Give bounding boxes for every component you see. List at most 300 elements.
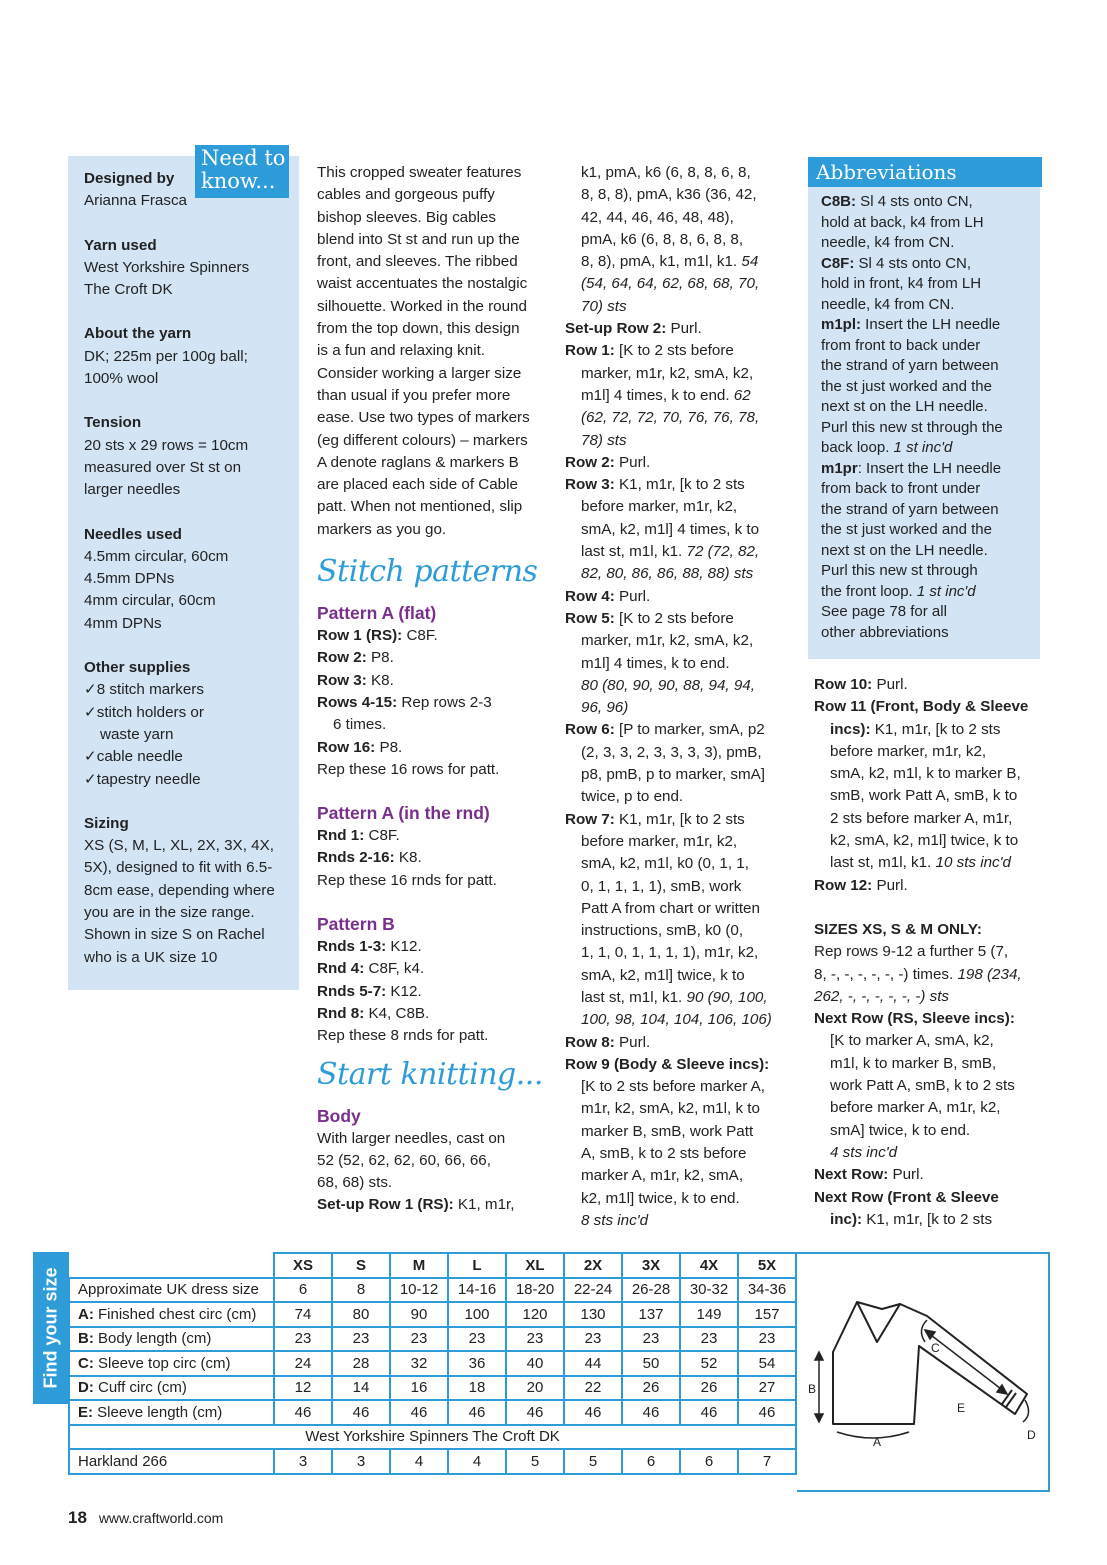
table-cell: 6 [622, 1449, 680, 1474]
section-line: larger needles [84, 481, 181, 499]
abbr-term: m1pl: [821, 316, 862, 333]
row-text: m1l] 4 times, k to end. [581, 654, 730, 672]
repeat-text: Rep these 16 rnds for patt. [317, 871, 497, 889]
abbr-def: Purl this new st through the [821, 418, 1003, 436]
row-text: smA, k2, m1l] 4 times, k to [581, 520, 760, 538]
table-cell: 52 [680, 1351, 738, 1376]
row-label: Next Row (Front & Sleeve [814, 1188, 999, 1206]
table-cell: 23 [564, 1327, 622, 1352]
table-cell: 18-20 [506, 1278, 564, 1303]
row-label: Row 9 (Body & Sleeve incs): [565, 1055, 770, 1073]
row-text: marker B, smB, work Patt [581, 1122, 754, 1140]
abbr-def: next st on the LH needle. [821, 398, 988, 415]
table-cell: 34-36 [738, 1278, 796, 1303]
row-text: before marker, m1r, k2, [581, 498, 738, 516]
row-label: Next Row (RS, Sleeve incs): [814, 1010, 1015, 1028]
row-label: Row 4: [565, 587, 615, 605]
table-cell: 46 [738, 1400, 796, 1425]
row-text: K12. [386, 938, 422, 956]
stitch-count: (54, 64, 64, 62, 68, 68, 70, [581, 275, 760, 293]
row-text: Purl. [614, 1033, 651, 1051]
row-label: Row 3: [565, 476, 615, 494]
table-cell: 80 [332, 1302, 390, 1327]
section-heading: Designed by [84, 170, 175, 187]
row-text: marker, m1r, k2, smA, k2, [581, 364, 754, 382]
table-cell: 27 [738, 1376, 796, 1401]
row-label: Row 8: [565, 1033, 615, 1051]
row-text: [K to marker A, smA, k2, [830, 1032, 994, 1050]
row-text: K4, C8B. [364, 1004, 430, 1022]
table-cell: 46 [564, 1400, 622, 1425]
label-a: A [873, 1435, 882, 1449]
supply-item-cont: waste yarn [100, 725, 174, 743]
size-header: XS [274, 1253, 332, 1278]
table-cell: 46 [506, 1400, 564, 1425]
row-label: Row 5: [565, 609, 615, 627]
row-text: twice, p to end. [581, 788, 684, 806]
row-text: marker A, m1r, k2, smA, [581, 1167, 744, 1185]
row-text: Patt A from chart or written [581, 899, 760, 917]
table-cell: 46 [680, 1400, 738, 1425]
supply-item: ✓ tapestry needle [84, 769, 294, 791]
row-text: C8F, k4. [364, 960, 425, 978]
sizes-heading: SIZES XS, S & M ONLY: [814, 920, 982, 938]
table-cell: 23 [506, 1327, 564, 1352]
section-heading: Yarn used [84, 236, 157, 254]
row-label: E: Sleeve length (cm) [69, 1400, 274, 1425]
row-label: A: Finished chest circ (cm) [69, 1302, 274, 1327]
abbr-term: C8F: [821, 254, 855, 272]
stitch-count: 262, -, -, -, -, -, -) sts [814, 987, 950, 1005]
row-text: [P to marker, smA, p2 [614, 721, 765, 739]
section-heading: About the yarn [84, 325, 192, 343]
row-label: Row 2: [317, 649, 367, 667]
table-cell: 149 [680, 1302, 738, 1327]
table-cell: 90 [390, 1302, 448, 1327]
abbr-def: needle, k4 from CN. [821, 234, 955, 251]
stitch-count: 62 [729, 386, 751, 404]
about-yarn-section [84, 323, 294, 390]
abbr-def: the st just worked and the [821, 521, 992, 538]
section-line: 100% wool [84, 370, 159, 388]
row-text: smA, k2, m1l, k0 (0, 1, 1, [581, 855, 749, 873]
intro-line: than usual if you prefer more [317, 386, 511, 404]
row-text: k1, pmA, k6 (6, 8, 8, 6, 8, [581, 164, 751, 181]
table-cell: 23 [680, 1327, 738, 1352]
row-text: 8, 8, 8), pmA, k36 (36, 42, [581, 186, 757, 204]
section-line: West Yorkshire Spinners [84, 258, 250, 276]
body-line: 68, 68) sts. [317, 1174, 393, 1192]
row-label: Rnd 8: [317, 1004, 365, 1022]
row-text: A, smB, k to 2 sts before [581, 1145, 747, 1163]
row-text: last st, m1l, k1. [830, 854, 932, 872]
table-cell: 46 [274, 1400, 332, 1425]
table-cell: 24 [274, 1351, 332, 1376]
size-header: 2X [564, 1253, 622, 1278]
row-label: Row 11 (Front, Body & Sleeve [814, 698, 1029, 716]
row-label: Rnds 1-3: [317, 938, 387, 956]
row-label: Row 7: [565, 810, 615, 828]
b-arrow-head-top [815, 1352, 823, 1360]
section-line: 4mm circular, 60cm [84, 592, 216, 610]
abbreviations-title: Abbreviations [808, 157, 1042, 187]
table-cell: 5 [564, 1449, 622, 1474]
table-cell: 10-12 [390, 1278, 448, 1303]
footer-url[interactable]: www.craftworld.com [98, 1510, 224, 1526]
section-line: XS (S, M, L, XL, 2X, 3X, 4X, [84, 837, 274, 855]
table-cell: 54 [738, 1351, 796, 1376]
section-heading: Other supplies [84, 659, 191, 677]
section-line: DK; 225m per 100g ball; [84, 347, 248, 365]
row-label: Set-up Row 2: [565, 320, 667, 338]
row-text: K1, m1r, [k to 2 sts [614, 476, 745, 494]
yarn-used-section [84, 235, 294, 302]
size-header: M [390, 1253, 448, 1278]
stitch-patterns-heading: Stitch patterns [317, 554, 538, 590]
row-text: m1r, k2, smA, k2, m1l, k to [581, 1100, 760, 1118]
row-label: D: Cuff circ (cm) [69, 1376, 274, 1401]
stitch-count: 198 (234, [953, 965, 1022, 983]
supply-item: ✓ stitch holders or [84, 702, 294, 724]
column-continued-rows [814, 674, 1046, 1231]
table-cell: 12 [274, 1376, 332, 1401]
row-text: Purl. [666, 320, 702, 338]
size-header: L [448, 1253, 506, 1278]
table-cell: 44 [564, 1351, 622, 1376]
abbr-def: next st on the LH needle. [821, 541, 988, 559]
tension-section [84, 412, 294, 501]
size-header: XL [506, 1253, 564, 1278]
table-cell: 36 [448, 1351, 506, 1376]
row-text: K1, m1r, [453, 1196, 515, 1214]
section-line: you are in the size range. [84, 904, 255, 922]
table-cell: 7 [738, 1449, 796, 1474]
stitch-count: (62, 72, 72, 70, 76, 76, 78, [581, 409, 760, 427]
harkland-row [69, 1449, 796, 1474]
abbr-def: from front to back under [821, 336, 981, 354]
table-cell: 32 [390, 1351, 448, 1376]
section-heading: Needles used [84, 525, 182, 543]
section-heading: Tension [84, 414, 142, 432]
pattern-b-title: Pattern B [317, 914, 395, 935]
row-label: B: Body length (cm) [69, 1327, 274, 1352]
yarn-name-cell: West Yorkshire Spinners The Croft DK [69, 1425, 796, 1450]
row-text: P8. [375, 738, 403, 756]
intro-line: waist accentuates the nostalgic [317, 275, 528, 293]
row-text: 0, 1, 1, 1, 1), smB, work [581, 877, 742, 895]
row-text: m1l] 4 times, k to end. [581, 386, 730, 404]
row-label: Row 3: [317, 671, 367, 689]
page-footer [68, 1508, 223, 1528]
table-cell: 5 [506, 1449, 564, 1474]
table-cell: 14-16 [448, 1278, 506, 1303]
table-cell: 74 [274, 1302, 332, 1327]
intro-line: blend into St st and run up the [317, 230, 520, 248]
row-text: last st, m1l, k1. [581, 988, 683, 1006]
abbr-term: C8B: [821, 193, 857, 210]
row-label: Rnd 1: [317, 827, 365, 845]
section-line: 4mm DPNs [84, 614, 162, 632]
supply-item: ✓ 8 stitch markers [84, 679, 294, 701]
intro-line: This cropped sweater features [317, 164, 522, 181]
stitch-count: 100, 98, 104, 104, 106, 106) [581, 1011, 772, 1029]
repeat-text: Rep these 16 rows for patt. [317, 760, 500, 778]
table-cell: 23 [274, 1327, 332, 1352]
row-text: Rep rows 2-3 [397, 693, 492, 711]
label-d: D [1027, 1428, 1036, 1442]
column-body-rows [565, 162, 795, 1232]
label-b: B [808, 1382, 817, 1396]
table-cell: 26 [622, 1376, 680, 1401]
row-label: inc): [830, 1210, 863, 1228]
table-cell: 157 [738, 1302, 796, 1327]
row-text: Purl. [614, 587, 651, 605]
row-label: Row 16: [317, 738, 376, 756]
abbr-term: m1pr [821, 459, 858, 477]
row-text: 42, 44, 46, 46, 48, 48), [581, 208, 734, 226]
row-text: [K to 2 sts before marker A, [581, 1078, 766, 1096]
row-text: k2, m1l] twice, k to end. [581, 1189, 740, 1207]
section-line: The Croft DK [84, 281, 173, 299]
section-line: 20 sts x 29 rows = 10cm [84, 436, 249, 454]
row-text: before marker A, m1r, k2, [830, 1099, 1001, 1117]
section-line: 4.5mm DPNs [84, 570, 175, 588]
row-text: work Patt A, smB, k to 2 sts [830, 1077, 1015, 1095]
body-line: With larger needles, cast on [317, 1129, 506, 1147]
abbr-def: back loop. [821, 439, 890, 456]
row-label: Row 2: [565, 453, 615, 471]
section-line: 4.5mm circular, 60cm [84, 547, 229, 565]
corner-cell [69, 1253, 274, 1278]
table-cell: 22-24 [564, 1278, 622, 1303]
other-supplies-section [84, 657, 294, 791]
table-row [69, 1278, 796, 1303]
row-text: smA, k2, m1l] twice, k to [581, 966, 745, 984]
row-text: K8. [366, 671, 394, 689]
table-cell: 23 [390, 1327, 448, 1352]
abbr-def: the strand of yarn between [821, 500, 999, 518]
intro-line: markers as you go. [317, 520, 447, 538]
row-label: Rows 4-15: [317, 693, 398, 711]
table-cell: 14 [332, 1376, 390, 1401]
column-intro [317, 162, 557, 1217]
row-text: Purl. [888, 1166, 924, 1184]
find-your-size-label: Find your size [40, 1267, 61, 1389]
row-label: Row 1 (RS): [317, 627, 403, 645]
table-cell: 46 [622, 1400, 680, 1425]
pattern-a-flat-title: Pattern A (flat) [317, 603, 437, 624]
intro-line: front, and sleeves. The ribbed [317, 253, 518, 271]
table-row [69, 1376, 796, 1401]
stitch-count: 70) sts [581, 297, 627, 315]
supply-item: ✓ cable needle [84, 746, 294, 768]
intro-line: patt. When not mentioned, slip [317, 498, 523, 516]
table-cell: 40 [506, 1351, 564, 1376]
yarn-row [69, 1425, 796, 1450]
intro-line: ease. Use two types of markers [317, 409, 530, 427]
table-cell: 100 [448, 1302, 506, 1327]
table-cell: 18 [448, 1376, 506, 1401]
row-text: k2, smA, k2, m1l] twice, k to [830, 832, 1019, 850]
row-text: [K to 2 sts before [614, 342, 734, 360]
row-text: instructions, smB, k0 (0, [581, 922, 744, 940]
row-text: C8F. [364, 827, 400, 845]
designed-by-section [84, 168, 294, 213]
intro-line: cables and gorgeous puffy [317, 186, 495, 204]
table-cell: 28 [332, 1351, 390, 1376]
abbr-def: Purl this new st through [821, 562, 978, 579]
row-text: 8, 8), pmA, k1, m1l, k1. [581, 253, 738, 271]
section-heading: Sizing [84, 814, 129, 832]
row-text: smB, work Patt A, smB, k to [830, 787, 1018, 805]
size-header: S [332, 1253, 390, 1278]
table-cell: 4 [448, 1449, 506, 1474]
size-header: 5X [738, 1253, 796, 1278]
stitch-count: 78) sts [581, 431, 627, 449]
size-header-row [69, 1253, 796, 1278]
row-text: before marker, m1r, k2, [830, 742, 987, 760]
table-cell: 23 [738, 1327, 796, 1352]
stitch-count: 96, 96) [581, 699, 629, 717]
table-cell: 3 [274, 1449, 332, 1474]
row-text: K12. [386, 982, 422, 1000]
row-text: Purl. [614, 453, 651, 471]
abbr-def: the st just worked and the [821, 377, 992, 395]
row-text: [K to 2 sts before [614, 609, 734, 627]
table-row [69, 1400, 796, 1425]
abbr-def: needle, k4 from CN. [821, 295, 955, 313]
row-text: pmA, k6 (6, 8, 8, 6, 8, 8, [581, 230, 744, 248]
size-table [68, 1252, 797, 1475]
size-header: 3X [622, 1253, 680, 1278]
row-label: Rnd 4: [317, 960, 365, 978]
row-text: K1, m1r, [k to 2 sts [614, 810, 745, 828]
pattern-a-rnd-title: Pattern A (in the rnd) [317, 803, 490, 824]
d-arrow [1023, 1400, 1029, 1422]
row-label: Row 6: [565, 721, 615, 739]
row-text: smA] twice, k to end. [830, 1121, 971, 1139]
intro-line: bishop sleeves. Big cables [317, 208, 496, 226]
table-cell: 20 [506, 1376, 564, 1401]
needles-section [84, 524, 294, 635]
row-text: Purl. [872, 876, 908, 894]
abbr-def: hold in front, k4 from LH [821, 275, 982, 292]
row-label: Row 10: [814, 676, 873, 693]
table-cell: 26 [680, 1376, 738, 1401]
abbr-note: other abbreviations [821, 623, 949, 641]
table-cell: 23 [448, 1327, 506, 1352]
table-row [69, 1327, 796, 1352]
abbr-def: the strand of yarn between [821, 357, 999, 374]
section-line: 5X), designed to fit with 6.5- [84, 859, 273, 877]
table-cell: 30-32 [680, 1278, 738, 1303]
start-knitting-heading: Start knitting... [317, 1056, 543, 1092]
section-line: who is a UK size 10 [84, 948, 218, 966]
row-text: P8. [366, 649, 394, 667]
stitch-count: 72 (72, 82, [682, 543, 760, 561]
row-text: 1, 1, 0, 1, 1, 1, 1), m1r, k2, [581, 944, 759, 962]
row-text: last st, m1l, k1. [581, 543, 683, 561]
stitch-count: 4 sts inc'd [830, 1143, 898, 1161]
row-label: Rnds 2-16: [317, 849, 395, 867]
row-label: Approximate UK dress size [69, 1278, 274, 1303]
row-text: p8, pmB, p to marker, smA] [581, 766, 765, 784]
intro-line: (eg different colours) – markers [317, 431, 528, 449]
page-number: 18 [68, 1508, 87, 1527]
abbr-note: See page 78 for all [821, 603, 947, 620]
row-text: 2 sts before marker A, m1r, [830, 809, 1013, 827]
table-cell: 26-28 [622, 1278, 680, 1303]
label-e: E [957, 1401, 966, 1415]
abbr-def: the front loop. [821, 582, 913, 600]
stitch-count: 8 sts inc'd [581, 1211, 649, 1229]
table-cell: 23 [332, 1327, 390, 1352]
body-title: Body [317, 1105, 361, 1126]
section-line: Shown in size S on Rachel [84, 926, 265, 944]
intro-line: silhouette. Worked in the round [317, 297, 527, 315]
intro-line: is a fun and relaxing knit. [317, 342, 486, 360]
stitch-count: 82, 80, 86, 86, 88, 88) sts [581, 565, 754, 583]
intro-line: A denote raglans & markers B [317, 453, 519, 471]
stitch-count: 1 st inc'd [889, 439, 953, 456]
abbr-def: Sl 4 sts onto CN, [856, 193, 973, 210]
sweater-diagram-box [797, 1252, 1050, 1492]
row-text: marker, m1r, k2, smA, k2, [581, 632, 754, 650]
row-text: 8, -, -, -, -, -, -) times. [814, 965, 954, 983]
row-text: before marker, m1r, k2, [581, 832, 738, 850]
intro-line: Consider working a larger size [317, 364, 522, 382]
sizing-section [84, 813, 294, 969]
find-your-size-tab [33, 1252, 69, 1404]
row-label: Rnds 5-7: [317, 982, 387, 1000]
table-cell: 6 [680, 1449, 738, 1474]
repeat-text: Rep these 8 rnds for patt. [317, 1027, 489, 1045]
label-c: C [931, 1341, 940, 1355]
table-cell: 8 [332, 1278, 390, 1303]
stitch-count: 10 sts inc'd [931, 854, 1012, 872]
abbr-def: Insert the LH needle [861, 316, 1001, 333]
stitch-count: 90 (90, 100, [682, 988, 768, 1006]
abbr-def: hold at back, k4 from LH [821, 213, 984, 231]
need-to-know-content [84, 168, 294, 991]
section-line: 8cm ease, depending where [84, 881, 275, 899]
row-label: C: Sleeve top circ (cm) [69, 1351, 274, 1376]
table-row [69, 1351, 796, 1376]
row-text: K8. [394, 849, 422, 867]
row-text: Rep rows 9-12 a further 5 (7, [814, 943, 1009, 961]
row-label: Harkland 266 [69, 1449, 274, 1474]
table-cell: 46 [448, 1400, 506, 1425]
row-text: 6 times. [333, 716, 387, 734]
b-arrow-head-bottom [815, 1414, 823, 1422]
stitch-count: 1 st inc'd [912, 582, 976, 600]
row-text: m1l, k to marker B, smB, [830, 1054, 997, 1072]
abbreviations-content [821, 192, 1036, 643]
table-cell: 46 [390, 1400, 448, 1425]
size-header: 4X [680, 1253, 738, 1278]
table-cell: 6 [274, 1278, 332, 1303]
need-to-know-tag: Need to know... [195, 145, 289, 198]
intro-line: are placed each side of Cable [317, 476, 518, 494]
table-cell: 22 [564, 1376, 622, 1401]
table-row [69, 1302, 796, 1327]
stitch-count: 80 (80, 90, 90, 88, 94, 94, [581, 676, 755, 694]
sweater-outline [833, 1302, 1027, 1424]
table-cell: 130 [564, 1302, 622, 1327]
row-label: Row 12: [814, 876, 873, 894]
row-label: incs): [830, 720, 871, 738]
row-text: Purl. [872, 676, 908, 693]
